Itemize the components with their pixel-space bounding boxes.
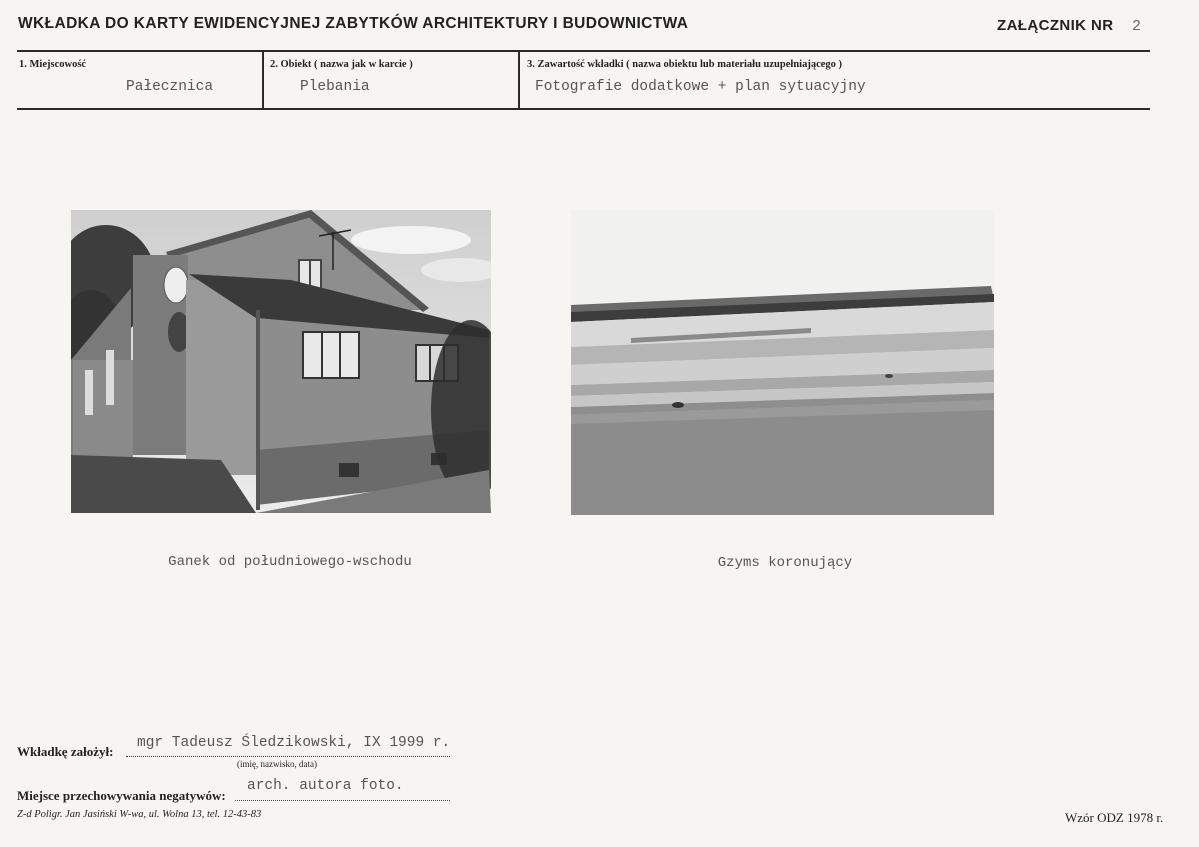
printer-imprint: Z-d Poligr. Jan Jasiński W-wa, ul. Wolna 13, tel. 12-43-83 bbox=[17, 809, 262, 820]
column-divider bbox=[518, 51, 520, 108]
form-version: Wzór ODZ 1978 r. bbox=[1065, 810, 1164, 825]
founder-dotted-line bbox=[126, 756, 450, 757]
annex-label: ZAŁĄCZNIK NR bbox=[997, 17, 1114, 34]
negatives-label: Miejsce przechowywania negatywów: bbox=[17, 788, 226, 803]
photo-cornice bbox=[571, 210, 994, 515]
founder-value: mgr Tadeusz Śledzikowski, IX 1999 r. bbox=[137, 735, 451, 751]
photo-caption: Gzyms koronujący bbox=[717, 555, 853, 571]
photo-caption: Ganek od południowego-wschodu bbox=[168, 554, 412, 570]
top-rule bbox=[17, 50, 1150, 52]
founder-note: (imię, nazwisko, data) bbox=[237, 759, 317, 769]
annex-number: 2 bbox=[1132, 18, 1142, 35]
photo-house bbox=[71, 210, 491, 513]
content-value: Fotografie dodatkowe + plan sytuacyjny bbox=[535, 79, 866, 95]
negatives-dotted-line bbox=[235, 800, 450, 801]
founder-label: Wkładkę założył: bbox=[17, 744, 114, 759]
negatives-value: arch. autora foto. bbox=[247, 778, 404, 794]
locality-value: Pałecznica bbox=[126, 79, 214, 95]
locality-label: 1. Miejscowość bbox=[19, 59, 87, 70]
content-label: 3. Zawartość wkładki ( nazwa obiektu lub materiału uzupełniającego ) bbox=[527, 59, 843, 70]
form-title: WKŁADKA DO KARTY EWIDENCYJNEJ ZABYTKÓW ARCHITEKTURY I BUDOWNICTWA bbox=[18, 15, 689, 32]
column-divider bbox=[262, 51, 264, 108]
object-value: Plebania bbox=[300, 79, 370, 95]
bottom-rule bbox=[17, 108, 1150, 110]
object-label: 2. Obiekt ( nazwa jak w karcie ) bbox=[270, 59, 413, 70]
